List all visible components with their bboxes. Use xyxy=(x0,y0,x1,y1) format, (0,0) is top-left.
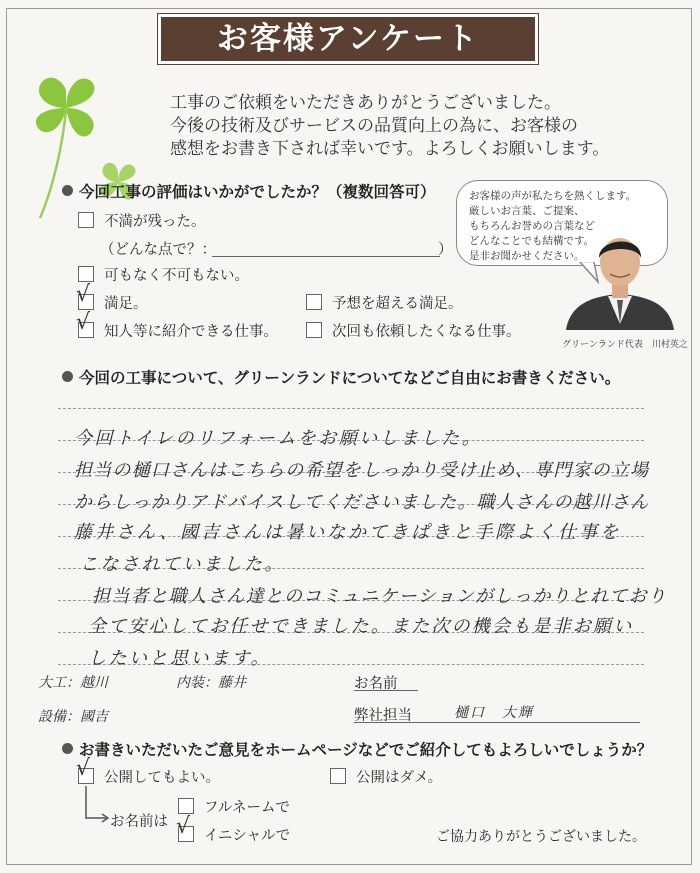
comment-line: したいと思います。 xyxy=(88,648,272,669)
initials-label: イニシャルで xyxy=(204,828,291,844)
detail-close: ） xyxy=(438,242,453,258)
craftsman-carpenter: 大工：越川 xyxy=(38,675,108,691)
name-label: お名前 xyxy=(354,676,398,692)
name-prefix: お名前は xyxy=(110,814,168,830)
comment-line: からしっかりアドバイスしてくださいました。職人さんの越川さん xyxy=(74,492,650,513)
checkbox-beyond-expectations[interactable] xyxy=(306,294,322,310)
option-beyond-expectations-label: 予想を超える満足。 xyxy=(332,296,463,312)
option-request-again-label: 次回も依頼したくなる仕事。 xyxy=(332,324,521,340)
craftsman-interior: 内装：藤井 xyxy=(176,675,246,691)
ruled-line xyxy=(58,408,644,409)
question-2-heading: 今回の工事について、グリーンランドについてなどご自由にお書きください。 xyxy=(62,366,620,388)
comment-line: 藤井さん、國吉さんは暑いなかてきぱきと手際よく仕事を xyxy=(74,522,622,543)
president-photo xyxy=(562,224,678,330)
comment-line: 全て安心してお任せできました。また次の機会も是非お願い xyxy=(88,616,634,637)
comment-line: こなされていました。 xyxy=(80,554,285,575)
comment-line: 担当者と職人さん達とのコミュニケーションがしっかりとれており xyxy=(92,586,667,607)
staff-value: 樋口 大輝 xyxy=(454,705,534,721)
thanks-text: ご協力ありがとうございました。 xyxy=(436,829,646,845)
staff-label: 弊社担当 xyxy=(354,708,412,724)
checkbox-full-name[interactable] xyxy=(178,798,194,814)
detail-answer-line[interactable] xyxy=(212,256,440,257)
question-3-heading: お書きいただいたご意見をホームページなどでご紹介してもよろしいでしょうか？ xyxy=(62,738,652,760)
arrow-icon xyxy=(82,786,112,826)
bullet-icon xyxy=(62,371,73,382)
comment-line: 今回トイレのリフォームをお願いしました。 xyxy=(74,428,483,449)
bullet-icon xyxy=(62,743,73,754)
check-mark-icon: √ xyxy=(76,756,91,781)
question-1-heading: 今回工事の評価はいかがでしたか？（複数回答可） xyxy=(62,180,436,202)
option-neutral-label: 可もなく不可もない。 xyxy=(104,268,249,284)
publish-ok-label: 公開してもよい。 xyxy=(104,770,220,786)
checkbox-dissatisfied[interactable] xyxy=(78,212,94,228)
intro-text: 工事のご依頼をいただきありがとうございました。 今後の技術及びサービスの品質向上の為に、お客様の 感想をお書き下されば幸いです。よろしくお願いします。 xyxy=(170,93,610,159)
check-mark-icon: √ xyxy=(76,282,91,307)
bullet-icon xyxy=(62,185,73,196)
option-recommendable-label: 知人等に紹介できる仕事。 xyxy=(104,324,278,340)
checkbox-neutral[interactable] xyxy=(78,266,94,282)
page-title: お客様アンケート xyxy=(158,14,538,64)
speech-bubble: お客様の声が私たちを熱くします。 厳しいお言葉、ご提案、 もちろんお誉めの言葉など どんなことでも結構です。 是非お聞かせください。 xyxy=(456,180,668,266)
president-caption: グリーンランド代表 川村英之 xyxy=(562,340,688,350)
option-dissatisfied-label: 不満が残った。 xyxy=(104,214,206,230)
checkbox-request-again[interactable] xyxy=(306,322,322,338)
comment-line: 担当の樋口さんはこちらの希望をしっかり受け止め、専門家の立場 xyxy=(74,460,650,481)
full-name-label: フルネームで xyxy=(204,800,290,816)
check-mark-icon: √ xyxy=(76,310,91,335)
publish-ng-label: 公開はダメ。 xyxy=(356,770,443,786)
detail-prompt: （どんな点で？： xyxy=(100,242,216,258)
option-satisfied-label: 満足。 xyxy=(104,296,148,312)
name-input-line[interactable] xyxy=(354,690,418,691)
checkbox-publish-ng[interactable] xyxy=(330,768,346,784)
check-mark-icon: √ xyxy=(176,814,191,839)
staff-input-line[interactable] xyxy=(354,722,640,723)
craftsman-equipment: 設備：國吉 xyxy=(38,709,108,725)
